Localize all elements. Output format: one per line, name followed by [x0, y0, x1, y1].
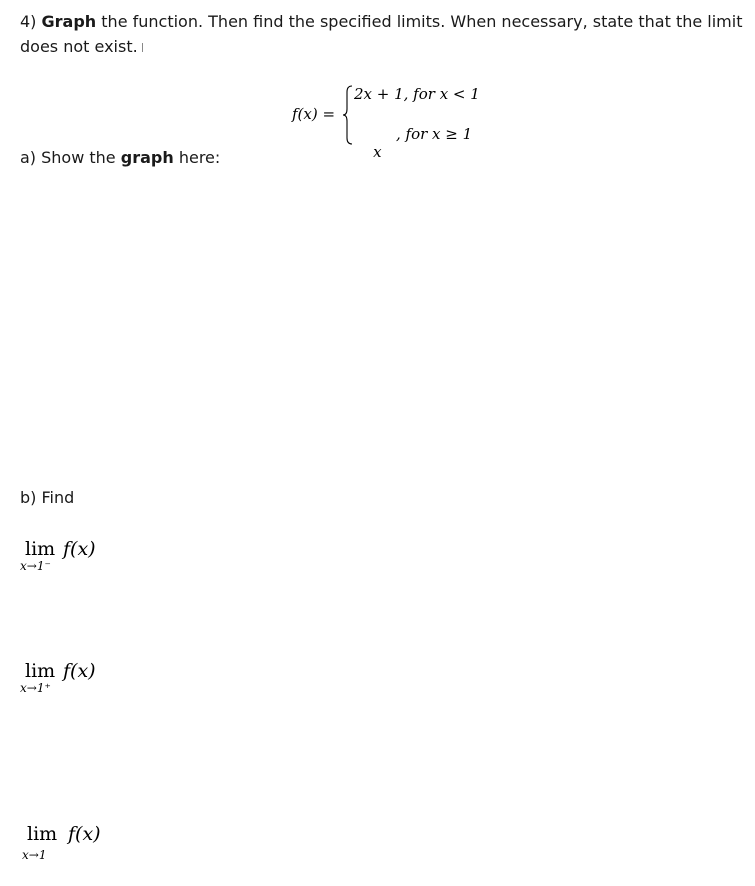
case-2-condition: , for x ≥ 1: [396, 125, 473, 143]
limit-function: f(x): [63, 660, 96, 682]
limit-operator: lim: [25, 660, 56, 682]
case-2-expression: x: [373, 143, 382, 161]
question-prompt: [20, 10, 745, 60]
limit-operator: lim: [27, 823, 58, 845]
limit-left: [20, 538, 140, 578]
limit-function: f(x): [63, 538, 96, 560]
limit-subscript: x→1⁻: [20, 559, 51, 573]
part-a-prefix: a) Show the: [20, 148, 116, 167]
case-2: [354, 125, 473, 197]
part-b-label: b) Find: [20, 488, 75, 507]
part-a-suffix: here:: [178, 148, 221, 167]
piecewise-function: [292, 83, 492, 161]
limit-subscript: x→1⁺: [20, 681, 51, 695]
limit-operator: lim: [25, 538, 56, 560]
question-text: the function. Then find the specified limits. When necessary, state that the limit does not exist.: [20, 12, 743, 56]
limit-subscript: x→1: [22, 848, 47, 862]
part-a-label: [20, 146, 220, 171]
limit-two-sided: [22, 823, 142, 863]
left-brace-icon: [342, 85, 354, 145]
part-a-bold-word: graph: [120, 148, 174, 167]
limit-right: [20, 660, 140, 700]
case-1: 2x + 1, for x < 1: [354, 85, 480, 103]
question-bold-word: Graph: [41, 12, 97, 31]
text-cursor-icon: [142, 43, 143, 52]
limit-function: f(x): [68, 823, 101, 845]
question-number: 4): [20, 12, 37, 31]
function-lhs: f(x) =: [292, 105, 336, 123]
